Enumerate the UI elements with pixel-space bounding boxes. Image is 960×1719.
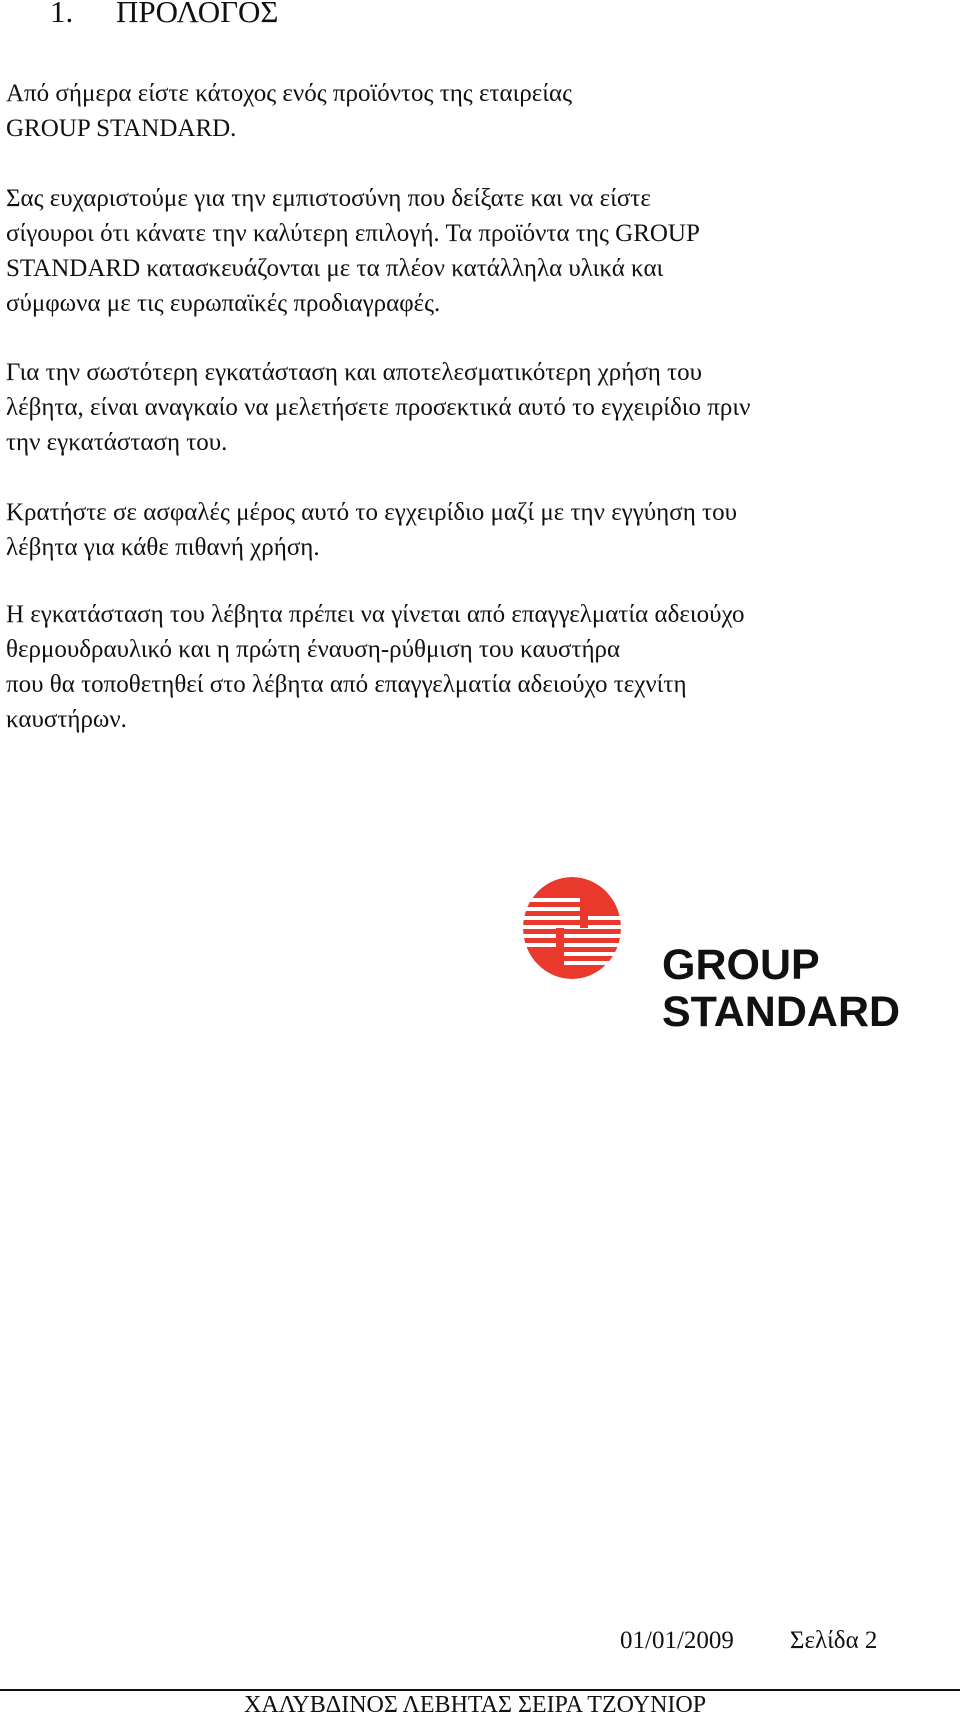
paragraph-thanks [6,181,946,321]
paragraph-keep-manual [6,495,946,565]
paragraph-line: σύμφωνα με τις ευρωπαϊκές προδιαγραφές. [6,290,441,317]
paragraph-line: STANDARD κατασκευάζονται με τα πλέον κατάλληλα υλικά και [6,255,664,282]
paragraph-line: που θα τοποθετηθεί στο λέβητα από επαγγελματία αδειούχο τεχνίτη [6,671,687,698]
brand-line-group: GROUP [662,941,820,989]
paragraph-installation-advice [6,355,946,460]
paragraph-line: λέβητα, είναι αναγκαίο να μελετήσετε προσεκτικά αυτό το εγχειρίδιο πριν [6,394,751,421]
footer-date: 01/01/2009 [620,1627,734,1654]
paragraph-line: GROUP STANDARD. [6,115,237,142]
paragraph-line: Σας ευχαριστούμε για την εμπιστοσύνη που δείξατε και να είστε [6,185,651,212]
section-number: 1. [50,0,74,29]
paragraph-line: Κρατήστε σε ασφαλές μέρος αυτό το εγχειρίδιο μαζί με την εγγύηση του [6,499,737,526]
paragraph-line: Από σήμερα είστε κάτοχος ενός προϊόντος της εταιρείας [6,80,573,107]
paragraph-line: καυστήρων. [6,706,127,733]
paragraph-line: θερμουδραυλικό και η πρώτη έναυση-ρύθμιση του καυστήρα [6,636,621,663]
paragraph-line: Για την σωστότερη εγκατάσταση και αποτελεσματικότερη χρήση του [6,359,703,386]
section-title: ΠΡΟΛΟΓΟΣ [116,0,279,29]
paragraph-line: Η εγκατάσταση του λέβητα πρέπει να γίνεται από επαγγελματία αδειούχο [6,601,745,628]
paragraph-intro [6,76,946,146]
paragraph-line: σίγουροι ότι κάνατε την καλύτερη επιλογή. Τα προϊόντα της GROUP [6,220,700,247]
footer-document-title: ΧΑΛΥΒΔΙΝΟΣ ΛΕΒΗΤΑΣ ΣΕΙΡΑ ΤΖΟΥΝΙΟΡ [244,1692,707,1718]
footer-page-number: Σελίδα 2 [789,1627,878,1654]
paragraph-line: την εγκατάσταση του. [6,429,228,456]
section-heading [50,0,278,30]
group-standard-logo-icon [522,876,622,981]
paragraph-professional-install [6,597,946,737]
paragraph-line: λέβητα για κάθε πιθανή χρήση. [6,534,320,561]
brand-line-standard: STANDARD [662,988,901,1036]
brand-wordmark [662,942,900,1036]
footer-meta [620,1626,877,1656]
